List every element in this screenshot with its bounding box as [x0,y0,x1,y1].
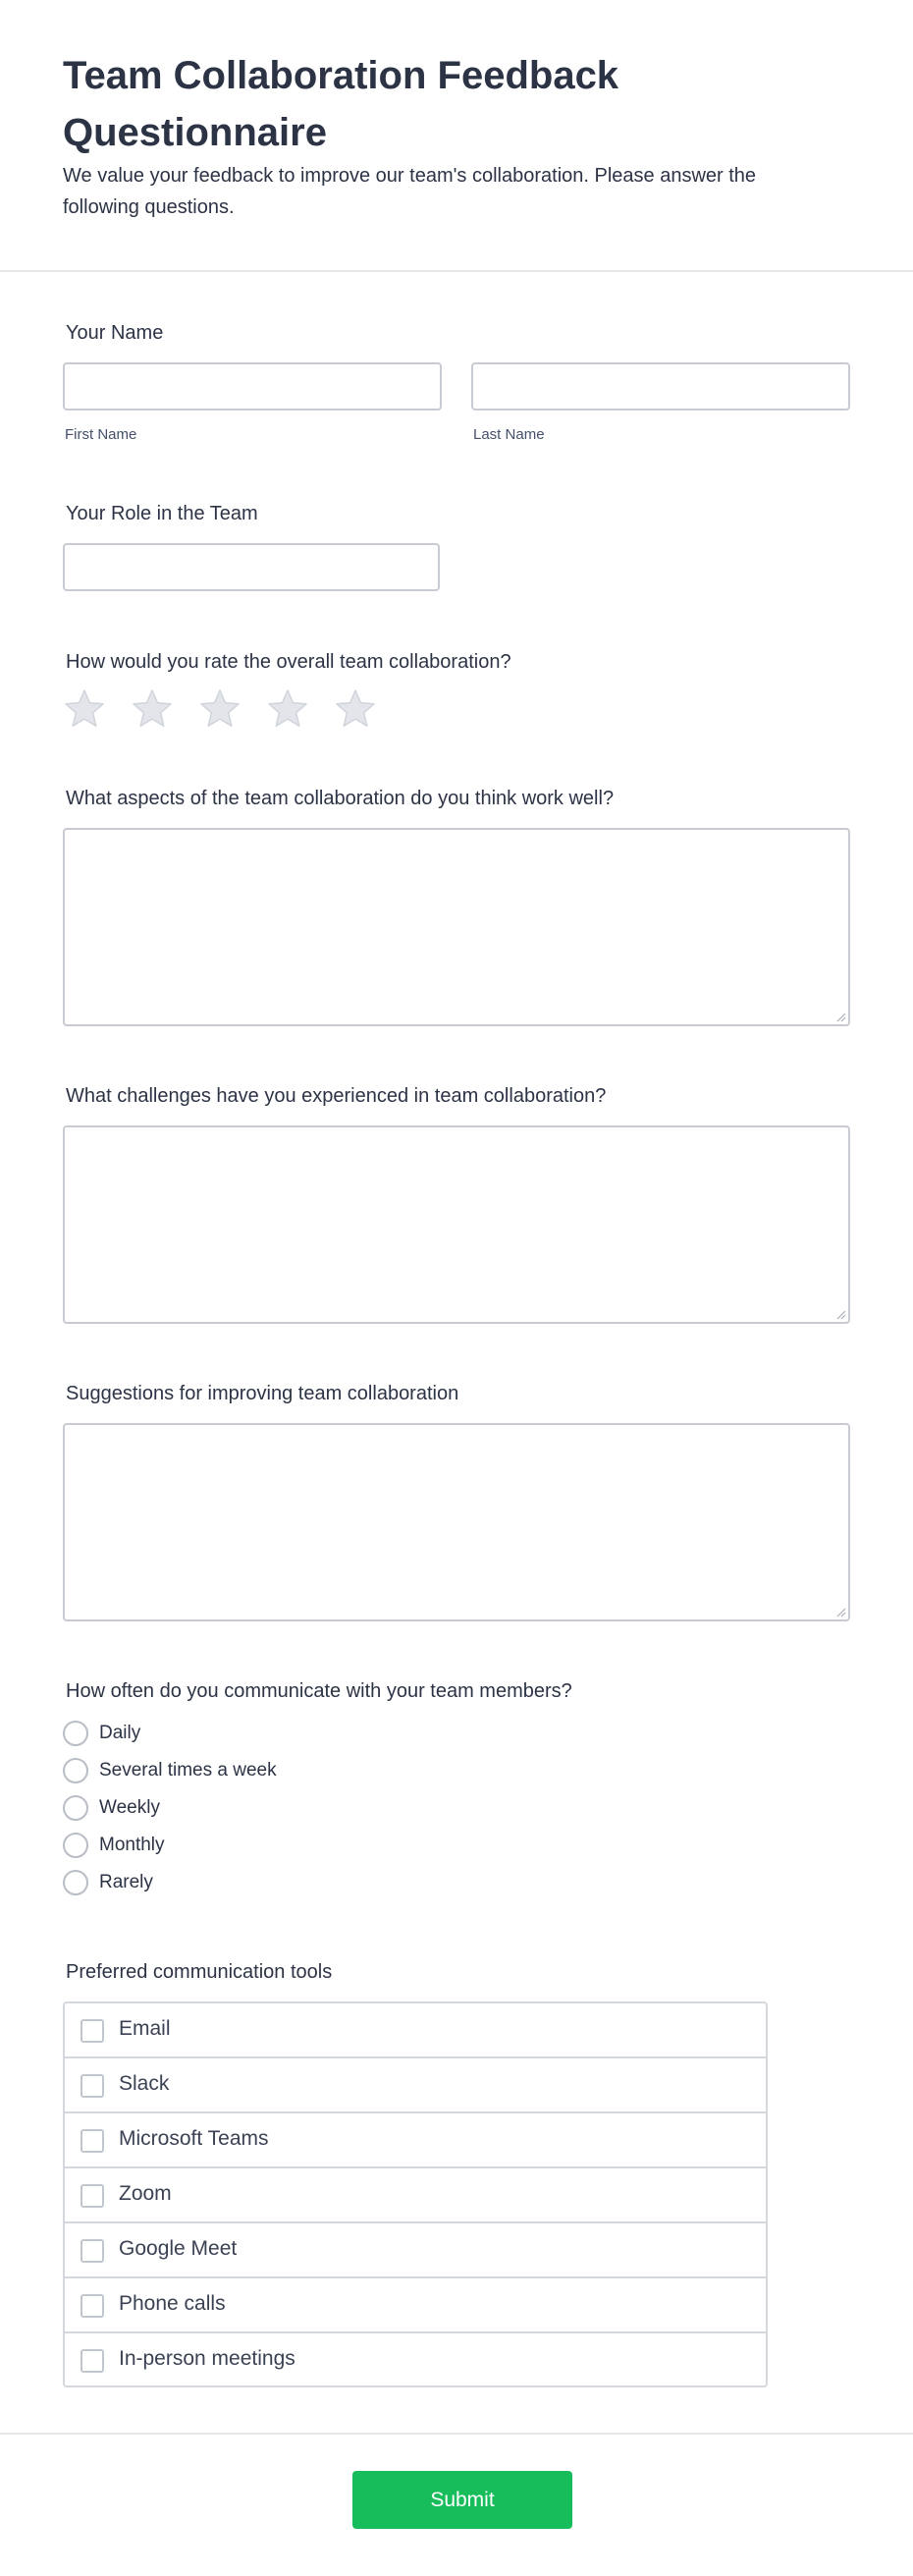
role-label: Your Role in the Team [66,503,258,524]
checkbox-option-label: Google Meet [119,2237,238,2260]
submit-button[interactable]: Submit [352,2471,572,2529]
checkbox[interactable] [81,2019,104,2043]
checkbox-option-label: Email [119,2017,171,2040]
checkbox-option-zoom[interactable] [65,2168,766,2223]
radio-option-label: Weekly [99,1797,160,1818]
role-input[interactable] [63,543,440,591]
frequency-label: How often do you communicate with your team members? [66,1680,572,1702]
radio-option-label: Daily [99,1723,141,1743]
checkbox-option-in-person-meetings[interactable] [65,2333,766,2388]
suggestions-label: Suggestions for improving team collaboration [66,1383,459,1404]
star-rating [63,687,397,733]
checkbox-option-email[interactable] [65,2003,766,2058]
checkbox-option-label: Zoom [119,2182,172,2205]
checkbox-option-label: Slack [119,2072,170,2095]
star-icon[interactable] [266,687,309,731]
radio-option-weekly[interactable] [63,1793,456,1823]
works-well-label: What aspects of the team collaboration do you think work well? [66,788,615,809]
radio-option-label: Several times a week [99,1760,277,1781]
radio-option-several-times-a-week[interactable] [63,1756,456,1785]
radio-option-rarely[interactable] [63,1868,456,1897]
checkbox-option-label: Phone calls [119,2292,226,2315]
checkbox[interactable] [81,2294,104,2318]
works-well-textarea[interactable] [63,828,850,1026]
checkbox-option-phone-calls[interactable] [65,2278,766,2333]
last-name-input[interactable] [471,362,850,411]
radio-button[interactable] [63,1870,88,1895]
radio-button[interactable] [63,1795,88,1821]
checkbox[interactable] [81,2184,104,2208]
radio-button[interactable] [63,1833,88,1858]
challenges-label: What challenges have you experienced in team collaboration? [66,1085,607,1107]
name-label: Your Name [66,322,164,344]
checkbox[interactable] [81,2129,104,2153]
last-name-sublabel: Last Name [473,426,545,443]
radio-option-label: Monthly [99,1835,165,1855]
tools-label: Preferred communication tools [66,1961,333,1983]
star-icon[interactable] [131,687,174,731]
star-icon[interactable] [334,687,377,731]
suggestions-textarea[interactable] [63,1423,850,1621]
tools-checkbox-group [63,2001,768,2387]
form-description: We value your feedback to improve our team's collaboration. Please answer the following questions. [63,165,757,218]
radio-option-monthly[interactable] [63,1831,456,1860]
footer-divider [0,2433,913,2435]
radio-option-label: Rarely [99,1872,153,1892]
star-icon[interactable] [198,687,242,731]
checkbox-option-label: In-person meetings [119,2347,295,2370]
checkbox-option-microsoft-teams[interactable] [65,2113,766,2168]
checkbox[interactable] [81,2349,104,2373]
checkbox-option-label: Microsoft Teams [119,2127,269,2150]
checkbox-option-google-meet[interactable] [65,2223,766,2278]
radio-option-daily[interactable] [63,1719,456,1748]
rating-label: How would you rate the overall team collaboration? [66,651,511,673]
form-header [0,0,913,272]
radio-button[interactable] [63,1758,88,1783]
first-name-sublabel: First Name [65,426,137,443]
form-title: Team Collaboration Feedback Questionnaire [63,54,619,154]
star-icon[interactable] [63,687,106,731]
first-name-input[interactable] [63,362,442,411]
challenges-textarea[interactable] [63,1125,850,1324]
radio-button[interactable] [63,1721,88,1746]
checkbox[interactable] [81,2239,104,2263]
checkbox[interactable] [81,2074,104,2098]
checkbox-option-slack[interactable] [65,2058,766,2113]
